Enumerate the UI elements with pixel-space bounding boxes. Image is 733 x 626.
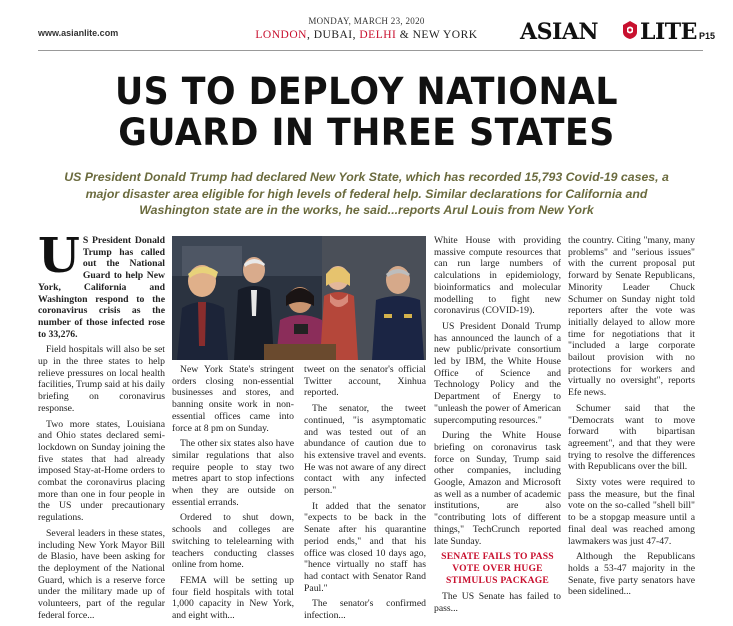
body-paragraph: It added that the senator "expects to be back in the Senate after his quarantine period ends," and that his office was closed 10 days ago, "hence virtually no staff has had contact with Senator Rand Paul." (304, 500, 426, 594)
body-paragraph: New York State's stringent orders closing non-essential businesses and stores, and banning onsite work in non-essential offices came into force at 8 pm on Sunday. (172, 364, 294, 434)
drop-cap: U (38, 228, 80, 284)
city-new-york: NEW YORK (412, 29, 478, 41)
logo-word-asian: ASIAN (520, 19, 598, 45)
column-2-right (304, 364, 426, 626)
city-separator: , (306, 29, 314, 41)
city-separator: & (396, 29, 413, 41)
body-paragraph: US President Donald Trump has announced the launch of a new public/private consortium led by IBM, the White House Office of Science and Technology Policy and the Department of Energy to "unleash the power of American supercomputing resources." (434, 320, 561, 426)
headline-line-2: GUARD IN THREE STATES (118, 111, 615, 154)
body-paragraph: Although the Republicans holds a 53-47 majority in the Senate, five party senators have been sidelined... (568, 551, 695, 598)
body-paragraph: The other six states also have similar regulations that also require people to stay two metres apart to stop infections when they are outside on essential errands. (172, 438, 294, 508)
headline-line-1: US TO DEPLOY NATIONAL (114, 70, 619, 113)
body-paragraph: White House with providing massive compute resources that can run large numbers of calculations in epidemiology, bioinformatics and molecular modelling to fight new coronavirus (COVID-19). (434, 235, 561, 317)
city-london: LONDON (255, 29, 307, 41)
city-dubai: DUBAI (313, 29, 353, 41)
article-headline (60, 71, 674, 153)
body-paragraph: The senator's confirmed infection... (304, 598, 426, 622)
body-paragraph: tweet on the senator's official Twitter account, Xinhua reported. (304, 364, 426, 399)
body-paragraph: Sixty votes were required to pass the measure, but the final vote on the so-called "shell bill" to be a stopgap measure until a final deal was reached among lawmakers was just 47-47. (568, 477, 695, 547)
body-paragraph: the country. Citing "many, many problems" and "serious issues" with the current proposal put forward by Senate Republicans, Minority Leader Chuck Schumer on Sunday night told reporters after the vote was initially delayed to allow more time for negotiations that it "included a large corporate bailout provision with no protections for workers and virtually no oversight", reports Efe news. (568, 235, 695, 399)
lead-paragraph (38, 228, 165, 340)
column-2-left (172, 364, 294, 626)
asian-lite-logo[interactable] (520, 19, 698, 45)
press-briefing-photo (172, 236, 426, 360)
city-separator: , (352, 29, 360, 41)
logo-word-lite: LITE (640, 19, 697, 45)
city-delhi: DELHI (359, 29, 397, 41)
section-subhead: SENATE FAILS TO PASS VOTE OVER HUGE STIMULUS PACKAGE (441, 551, 554, 587)
body-paragraph: FEMA will be setting up four field hospitals with total 1,000 capacity in New York, and eight with... (172, 574, 294, 622)
body-paragraph: Ordered to shut down, schools and colleges are switching to telelearning with teachers conducting classes online from home. (172, 512, 294, 571)
lead-text: S President Donald Trump has called out the National Guard to help New York, California and Washington respond to the coronavirus crisis as the number of those infected rose to 33,276. (38, 235, 165, 340)
issue-date: MONDAY, MARCH 23, 2020 (308, 16, 425, 26)
site-url[interactable]: www.asianlite.com (38, 28, 119, 38)
article-column-1 (38, 228, 166, 626)
emblem-icon (621, 20, 639, 40)
article-column-4 (434, 235, 561, 619)
body-paragraph: Several leaders in these states, including New York Mayor Bill de Blasio, have been asking for the deployment of the National Guard, which is a reserve force under the military made up of volunteers, part of the regular federal force... (38, 527, 165, 621)
masthead-divider (38, 50, 703, 51)
body-paragraph: Schumer said that the "Democrats want to move forward with bipartisan agreement", and that they were trying to resolve the differences with Republicans over the bill. (568, 402, 695, 473)
article-column-5 (568, 235, 695, 602)
body-paragraph: During the White House briefing on coronavirus task force on Sunday, Trump said other companies, including Google, Amazon and Microsoft as well as a number of academic institutions, are also "contributing lots of different things," TechCrunch reported late Sunday. (434, 430, 561, 547)
masthead (0, 0, 733, 50)
page-number: P15 (699, 31, 716, 41)
body-paragraph: Field hospitals will also be set up in the three states to help relieve pressures on local health facilities, Trump said at his daily briefing on coronavirus response. (38, 344, 166, 414)
body-paragraph: The senator, the tweet continued, "is asymptomatic and was tested out of an abundance of caution due to his extensive travel and events. He was not aware of any direct contact with any infected person." (304, 403, 426, 497)
body-paragraph: Two more states, Louisiana and Ohio states declared semi-lockdown on Sunday joining the five states that had already imposed Stay-at-Home orders to combat the coronavirus placing more than one in four people in the US under precautionary regulations. (38, 418, 165, 524)
body-paragraph: The US Senate has failed to pass... (434, 591, 561, 614)
article-standfirst: US President Donald Trump had declared New York State, which has recorded 15,793 Covid-19 cases, a major disaster area eligible for high levels of federal help. Similar declarations for California and Washington state are in the works, he said...reports Arul Louis from New York (64, 170, 669, 217)
